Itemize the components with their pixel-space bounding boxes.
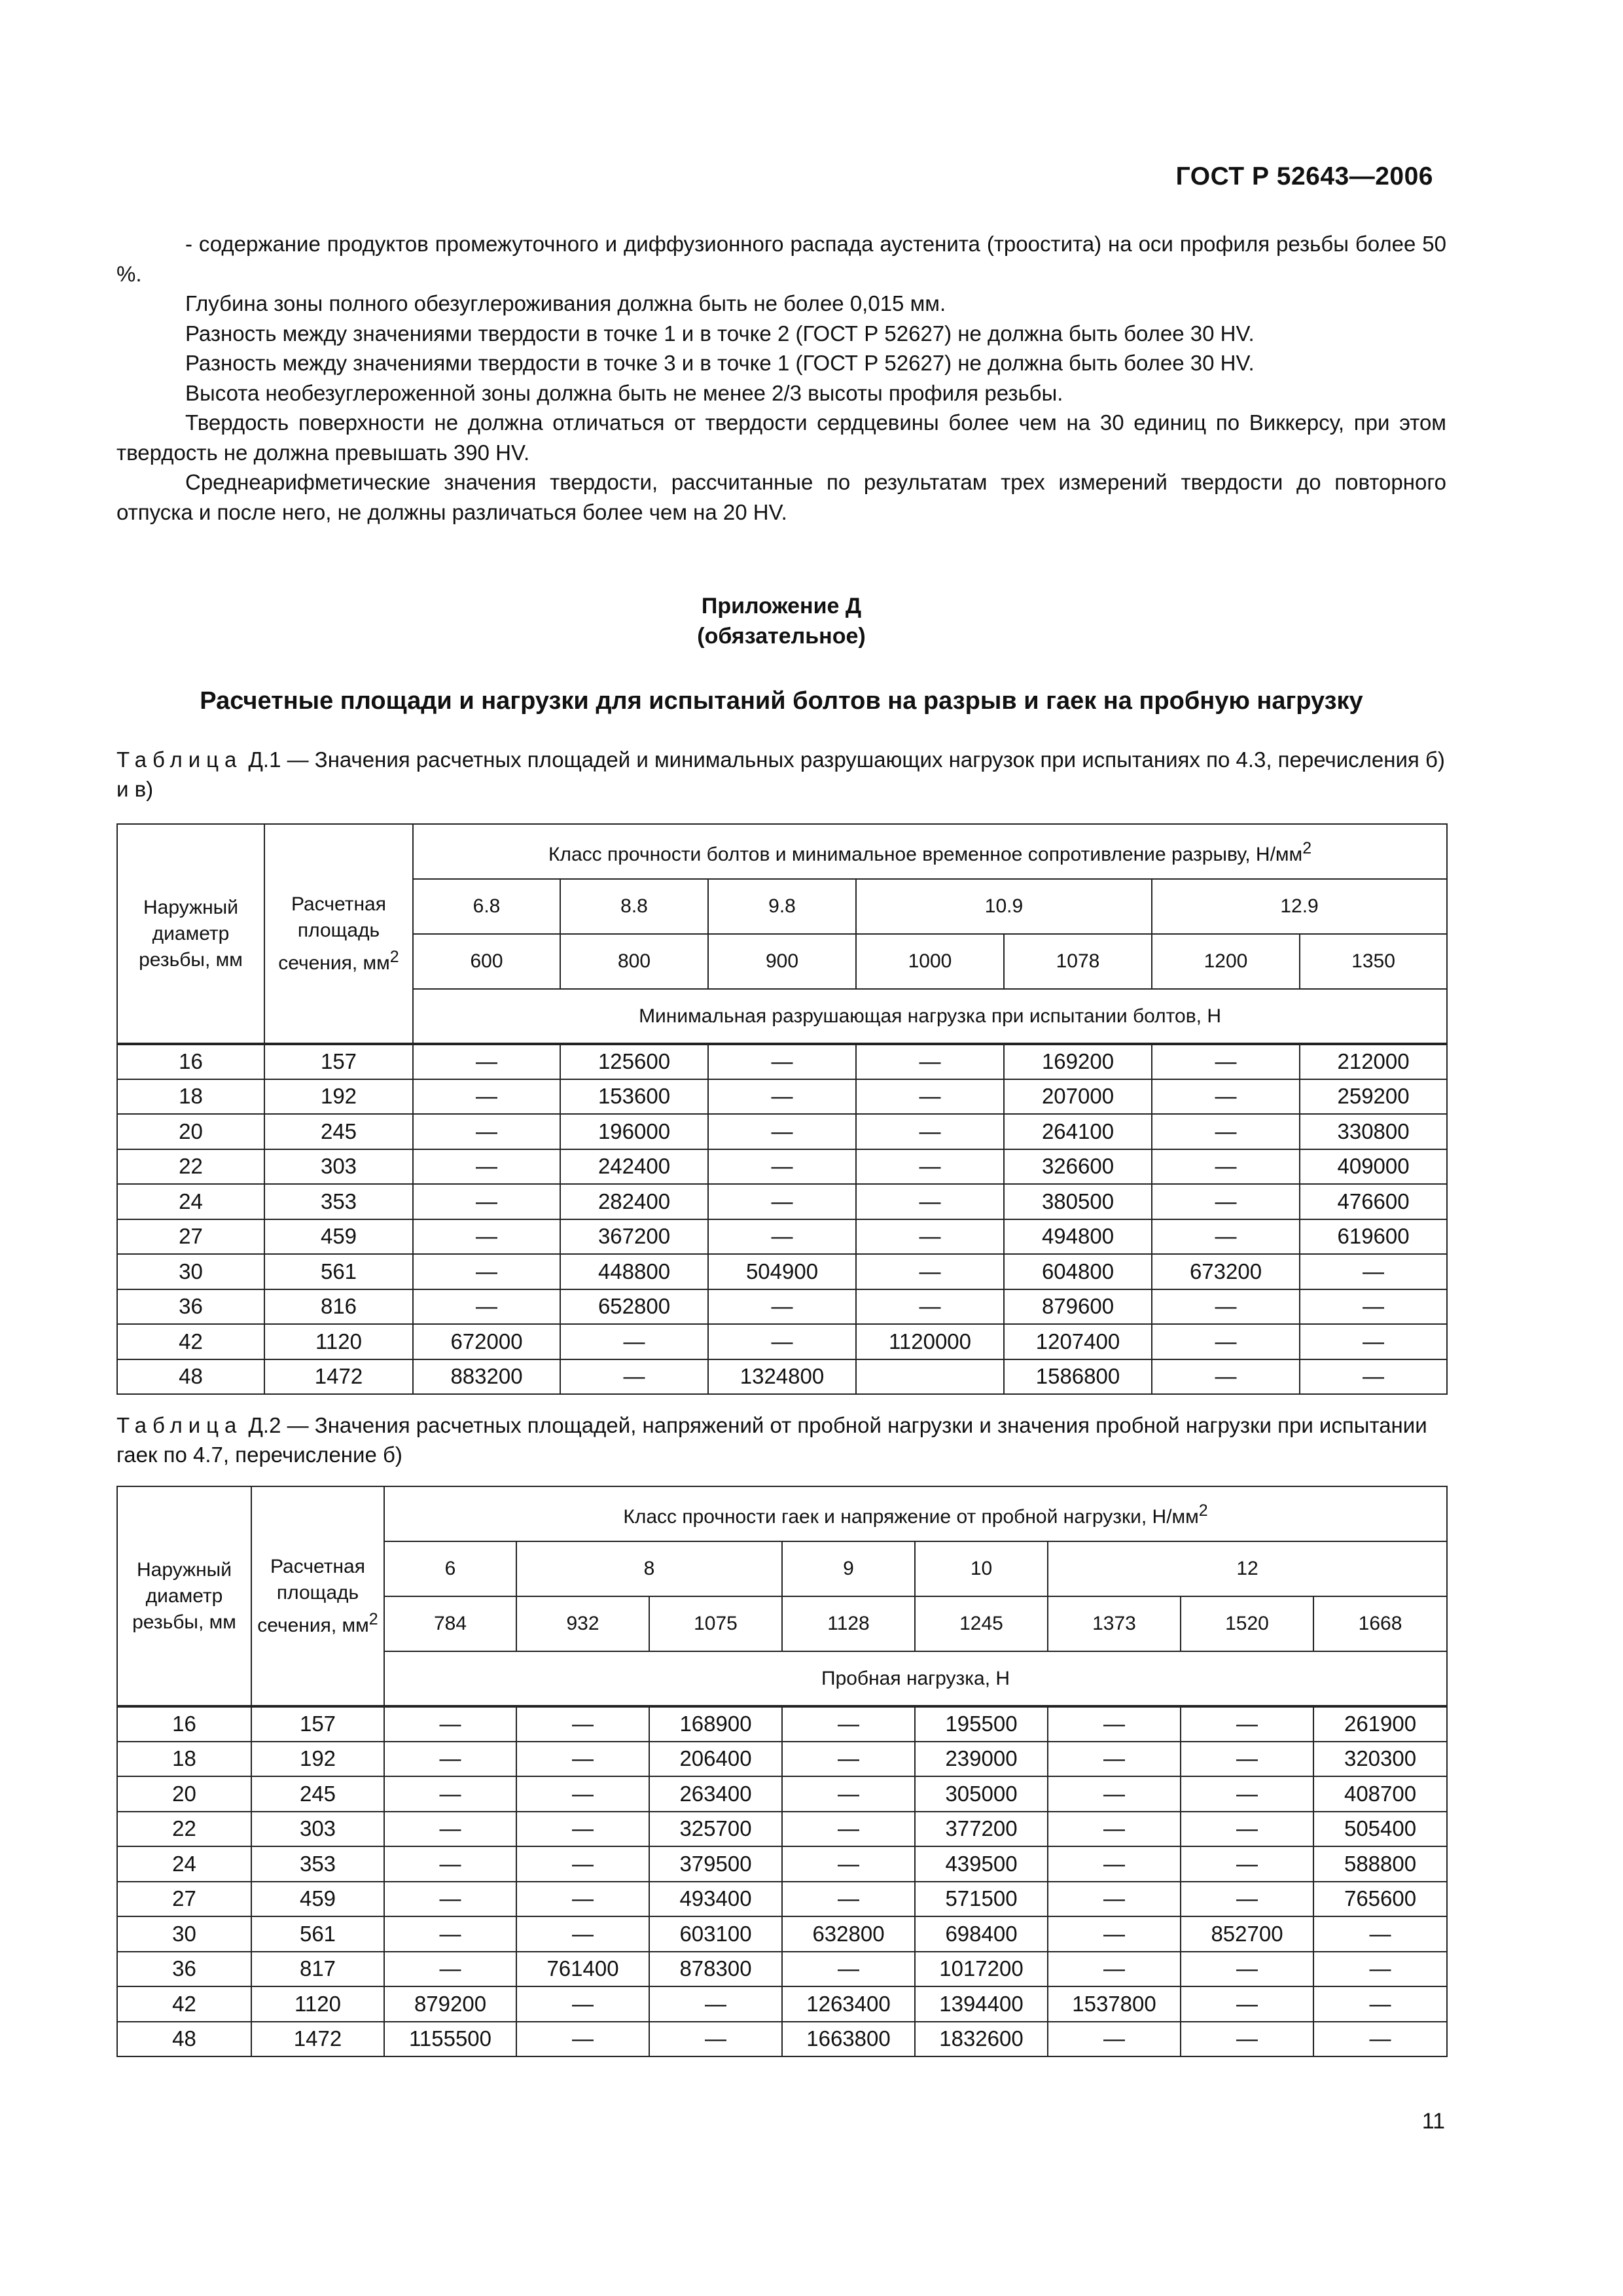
table-row <box>117 1184 1447 1219</box>
table-cell: 261900 <box>1313 1706 1447 1742</box>
table-cell: — <box>1152 1149 1300 1185</box>
table-cell: 125600 <box>560 1044 708 1079</box>
table-cell: 817 <box>251 1952 384 1987</box>
table-cell: 326600 <box>1004 1149 1152 1185</box>
table-cell: — <box>384 1742 516 1777</box>
table-cell: 206400 <box>649 1742 782 1777</box>
paragraph: Разность между значениями твердости в точке 1 и в точке 2 (ГОСТ Р 52627) не должна быть более 30 HV. <box>185 321 1255 346</box>
table-cell: — <box>516 1706 649 1742</box>
table-cell: 561 <box>251 1916 384 1952</box>
table-row <box>117 1916 1447 1952</box>
table-cell: 239000 <box>915 1742 1048 1777</box>
table-cell: — <box>1048 1846 1181 1882</box>
table-row <box>117 1706 1447 1742</box>
table-cell: — <box>516 1846 649 1882</box>
table-cell: 408700 <box>1313 1776 1447 1812</box>
table-cell: 409000 <box>1300 1149 1447 1185</box>
table-row <box>117 1742 1447 1777</box>
stress-cell: 1373 <box>1048 1596 1181 1651</box>
table-cell: 36 <box>117 1289 264 1325</box>
table-cell: — <box>856 1149 1004 1185</box>
table-cell: 192 <box>264 1079 413 1115</box>
table-cell: 18 <box>117 1742 251 1777</box>
strength-cell: 1350 <box>1300 934 1447 989</box>
stress-cell: 1520 <box>1181 1596 1313 1651</box>
table-row <box>117 1254 1447 1289</box>
table-cell: 852700 <box>1181 1916 1313 1952</box>
table-cell: — <box>1152 1324 1300 1359</box>
paragraph: Высота необезуглероженной зоны должна быть не менее 2/3 высоты профиля резьбы. <box>185 380 1063 405</box>
table-cell: — <box>1048 1916 1181 1952</box>
table-cell: — <box>384 1706 516 1742</box>
table-cell: — <box>516 1916 649 1952</box>
table-cell: 24 <box>117 1184 264 1219</box>
table-cell: 192 <box>251 1742 384 1777</box>
table-cell: — <box>856 1114 1004 1149</box>
table-cell: 1120 <box>251 1986 384 2022</box>
table-cell: — <box>413 1289 560 1325</box>
group-header: Класс прочности болтов и минимальное временное сопротивление разрыву, $Н/мм^2$ <box>413 824 1447 879</box>
annex-heading <box>116 591 1446 651</box>
table-cell: — <box>516 1882 649 1917</box>
table-cell: — <box>708 1289 856 1325</box>
table-cell: 632800 <box>782 1916 915 1952</box>
table-cell: 353 <box>251 1846 384 1882</box>
table-cell: — <box>413 1184 560 1219</box>
table-cell: 48 <box>117 2022 251 2057</box>
table-cell: 27 <box>117 1219 264 1255</box>
table-cell: — <box>649 1986 782 2022</box>
table-cell: 603100 <box>649 1916 782 1952</box>
table-cell: — <box>516 1986 649 2022</box>
table-cell: — <box>856 1044 1004 1079</box>
col-header-area: Расчетная площадь сечения, $мм^2$ <box>264 824 413 1044</box>
table-cell: 157 <box>251 1706 384 1742</box>
table-row <box>117 1219 1447 1255</box>
paragraph: Глубина зоны полного обезуглероживания должна быть не более 0,015 мм. <box>185 291 946 315</box>
table-row <box>117 1289 1447 1325</box>
table1-caption <box>116 745 1446 804</box>
table-cell: — <box>1152 1044 1300 1079</box>
table-row <box>117 1044 1447 1079</box>
table-cell: 42 <box>117 1986 251 2022</box>
table-cell: 245 <box>264 1114 413 1149</box>
table-cell: 883200 <box>413 1359 560 1395</box>
table-cell: — <box>384 1952 516 1987</box>
table-cell: 1394400 <box>915 1986 1048 2022</box>
table-cell: — <box>560 1359 708 1395</box>
table-cell: — <box>384 1882 516 1917</box>
table-cell: 16 <box>117 1044 264 1079</box>
table-cell: 18 <box>117 1079 264 1115</box>
annex-status: (обязательное) <box>697 624 866 649</box>
table-cell: 448800 <box>560 1254 708 1289</box>
table-row <box>117 1812 1447 1847</box>
table-cell: 264100 <box>1004 1114 1152 1149</box>
table-cell: — <box>782 1776 915 1812</box>
table-cell: 22 <box>117 1149 264 1185</box>
table-row <box>117 1359 1447 1395</box>
strength-cell: 800 <box>560 934 708 989</box>
table-cell: 761400 <box>516 1952 649 1987</box>
table-cell: — <box>413 1044 560 1079</box>
class-cell: 9 <box>782 1541 915 1596</box>
table-cell: — <box>1152 1114 1300 1149</box>
annex-title: Расчетные площади и нагрузки для испытаний болтов на разрыв и гаек на пробную нагрузку <box>200 687 1363 715</box>
table-cell: 30 <box>117 1254 264 1289</box>
class-cell: 12 <box>1048 1541 1447 1596</box>
table-cell: — <box>856 1079 1004 1115</box>
table-cell: 207000 <box>1004 1079 1152 1115</box>
table-cell: — <box>516 2022 649 2057</box>
table-cell: — <box>708 1114 856 1149</box>
strength-cell: 900 <box>708 934 856 989</box>
caption-word: Таблица <box>116 747 243 772</box>
strength-cell: 1200 <box>1152 934 1300 989</box>
table-cell: 1472 <box>251 2022 384 2057</box>
table-row <box>117 1882 1447 1917</box>
table-cell: — <box>708 1079 856 1115</box>
table-cell: 505400 <box>1313 1812 1447 1847</box>
annex-label: Приложение Д <box>701 594 862 619</box>
table-cell: — <box>782 1706 915 1742</box>
table-cell: 1537800 <box>1048 1986 1181 2022</box>
strength-cell: 1078 <box>1004 934 1152 989</box>
class-cell: 9.8 <box>708 879 856 934</box>
stress-cell: 932 <box>516 1596 649 1651</box>
table-cell: 22 <box>117 1812 251 1847</box>
table-cell: 377200 <box>915 1812 1048 1847</box>
table-row <box>117 1079 1447 1115</box>
table-cell: 459 <box>264 1219 413 1255</box>
paragraph: - содержание продуктов промежуточного и диффузионного распада аустенита (троостита) на оси профиля резьбы более 50 %. <box>116 232 1446 286</box>
table-cell: 20 <box>117 1776 251 1812</box>
table-cell: — <box>1181 1986 1313 2022</box>
intro-text <box>116 229 1446 527</box>
col-header-area: Расчетная площадь сечения, $мм^2$ <box>251 1486 384 1706</box>
table-row <box>117 1846 1447 1882</box>
table-row <box>117 2022 1447 2057</box>
table-cell: 282400 <box>560 1184 708 1219</box>
table-cell: — <box>1048 1882 1181 1917</box>
table-cell: — <box>649 2022 782 2057</box>
load-header: Пробная нагрузка, Н <box>384 1651 1447 1706</box>
table-cell: — <box>516 1742 649 1777</box>
table-cell: 1155500 <box>384 2022 516 2057</box>
table-cell: 245 <box>251 1776 384 1812</box>
table-cell: 42 <box>117 1324 264 1359</box>
table-cell: — <box>1048 1776 1181 1812</box>
table-cell: — <box>384 1776 516 1812</box>
paragraph: Среднеарифметические значения твердости, рассчитанные по результатам трех измерений твердости до повторного отпуска и после него, не должны различаться более чем на 20 HV. <box>116 470 1446 524</box>
table-cell: 330800 <box>1300 1114 1447 1149</box>
page-number: 11 <box>1421 2109 1445 2134</box>
table-cell: — <box>1181 1882 1313 1917</box>
table-row <box>117 1114 1447 1149</box>
table-cell: — <box>708 1149 856 1185</box>
table-cell: 169200 <box>1004 1044 1152 1079</box>
table-cell: 1324800 <box>708 1359 856 1395</box>
stress-cell: 1075 <box>649 1596 782 1651</box>
table-cell: 168900 <box>649 1706 782 1742</box>
table-cell: 380500 <box>1004 1184 1152 1219</box>
table-cell: — <box>516 1776 649 1812</box>
table2-caption <box>116 1410 1446 1469</box>
table-row <box>117 1986 1447 2022</box>
table-cell: — <box>1313 1952 1447 1987</box>
caption-word: Таблица <box>116 1413 243 1437</box>
table-cell: — <box>1152 1079 1300 1115</box>
table-cell: — <box>856 1289 1004 1325</box>
table-cell: 672000 <box>413 1324 560 1359</box>
table-cell: — <box>1181 1812 1313 1847</box>
table-cell: 325700 <box>649 1812 782 1847</box>
table-cell: 1586800 <box>1004 1359 1152 1395</box>
table-cell: — <box>708 1324 856 1359</box>
table-cell: 379500 <box>649 1846 782 1882</box>
table-cell: 153600 <box>560 1079 708 1115</box>
class-cell: 6.8 <box>413 879 560 934</box>
table-cell: — <box>782 1742 915 1777</box>
table-cell: — <box>516 1812 649 1847</box>
table-row <box>117 1776 1447 1812</box>
paragraph: Твердость поверхности не должна отличаться от твердости сердцевины более чем на 30 единиц по Виккерсу, при этом твердость не должна превышать 390 HV. <box>116 410 1446 465</box>
table-cell: 494800 <box>1004 1219 1152 1255</box>
table-cell: 1017200 <box>915 1952 1048 1987</box>
table-cell: 16 <box>117 1706 251 1742</box>
table-d1 <box>116 823 1448 1395</box>
table-cell: 816 <box>264 1289 413 1325</box>
table-body <box>117 1044 1447 1394</box>
table-cell: 459 <box>251 1882 384 1917</box>
table-cell: 1663800 <box>782 2022 915 2057</box>
table-cell: 1472 <box>264 1359 413 1395</box>
caption-text: Д.2 — Значения расчетных площадей, напряжений от пробной нагрузки и значения пробной нагрузки при испытании гаек по 4.7, перечисление б) <box>116 1413 1427 1467</box>
table-cell: — <box>856 1254 1004 1289</box>
table-cell: — <box>782 1882 915 1917</box>
strength-cell: 1000 <box>856 934 1004 989</box>
stress-cell: 784 <box>384 1596 516 1651</box>
table-cell: 1832600 <box>915 2022 1048 2057</box>
table-cell: 1263400 <box>782 1986 915 2022</box>
table-cell: — <box>413 1114 560 1149</box>
table-cell: — <box>1181 1846 1313 1882</box>
table-cell: — <box>856 1184 1004 1219</box>
table-cell: 27 <box>117 1882 251 1917</box>
table-cell: 698400 <box>915 1916 1048 1952</box>
table-cell: — <box>1313 1986 1447 2022</box>
table-cell: 561 <box>264 1254 413 1289</box>
table-cell: 196000 <box>560 1114 708 1149</box>
table-cell: 571500 <box>915 1882 1048 1917</box>
table-cell: — <box>1152 1219 1300 1255</box>
table-cell: — <box>384 1812 516 1847</box>
table-cell: 212000 <box>1300 1044 1447 1079</box>
standard-number: ГОСТ Р 52643—2006 <box>1175 162 1433 190</box>
table-cell: — <box>708 1044 856 1079</box>
table-cell: 1207400 <box>1004 1324 1152 1359</box>
table-row <box>117 1324 1447 1359</box>
class-cell: 8.8 <box>560 879 708 934</box>
table-cell: 305000 <box>915 1776 1048 1812</box>
class-cell: 8 <box>516 1541 782 1596</box>
table-cell: 263400 <box>649 1776 782 1812</box>
table-cell: — <box>1300 1289 1447 1325</box>
table-cell: 157 <box>264 1044 413 1079</box>
class-cell: 6 <box>384 1541 516 1596</box>
class-cell: 12.9 <box>1152 879 1447 934</box>
table-cell: — <box>413 1219 560 1255</box>
table-cell: — <box>1152 1184 1300 1219</box>
table-cell: 504900 <box>708 1254 856 1289</box>
table-cell: 195500 <box>915 1706 1048 1742</box>
table-cell: 604800 <box>1004 1254 1152 1289</box>
table-cell: — <box>782 1846 915 1882</box>
table-cell: 1120000 <box>856 1324 1004 1359</box>
table-cell: 652800 <box>560 1289 708 1325</box>
table-cell: — <box>1048 2022 1181 2057</box>
table-cell: 242400 <box>560 1149 708 1185</box>
table-cell: — <box>413 1149 560 1185</box>
table-cell: — <box>1181 1742 1313 1777</box>
table-cell: — <box>384 1916 516 1952</box>
table-cell: 320300 <box>1313 1742 1447 1777</box>
table-cell: 20 <box>117 1114 264 1149</box>
table-cell: — <box>1181 1952 1313 1987</box>
table-cell: 259200 <box>1300 1079 1447 1115</box>
table-cell: 879600 <box>1004 1289 1152 1325</box>
table-cell: — <box>782 1952 915 1987</box>
table-cell: — <box>856 1219 1004 1255</box>
table-cell: 48 <box>117 1359 264 1395</box>
caption-text: Д.1 — Значения расчетных площадей и минимальных разрушающих нагрузок при испытаниях по 4.3, перечисления б) и в) <box>116 747 1445 801</box>
col-header-diameter: Наружный диаметр резьбы, мм <box>117 1486 251 1706</box>
table-cell: 24 <box>117 1846 251 1882</box>
table-row <box>117 1952 1447 1987</box>
table-cell: 36 <box>117 1952 251 1987</box>
table-cell: — <box>413 1079 560 1115</box>
table-cell: 30 <box>117 1916 251 1952</box>
table-cell: — <box>708 1219 856 1255</box>
class-cell: 10.9 <box>856 879 1152 934</box>
class-cell: 10 <box>915 1541 1048 1596</box>
strength-cell: 600 <box>413 934 560 989</box>
table-cell: — <box>1048 1706 1181 1742</box>
table-cell: — <box>1181 1776 1313 1812</box>
table-cell: — <box>413 1254 560 1289</box>
table-cell: — <box>1181 1706 1313 1742</box>
stress-cell: 1245 <box>915 1596 1048 1651</box>
table-cell: 493400 <box>649 1882 782 1917</box>
table-row <box>117 1149 1447 1185</box>
load-header: Минимальная разрушающая нагрузка при испытании болтов, Н <box>413 989 1447 1044</box>
table-cell: 1120 <box>264 1324 413 1359</box>
table-cell: 619600 <box>1300 1219 1447 1255</box>
table-cell <box>856 1359 1004 1395</box>
table-cell: — <box>782 1812 915 1847</box>
table-cell: 303 <box>251 1812 384 1847</box>
table-cell: — <box>1048 1952 1181 1987</box>
table-cell: — <box>1300 1254 1447 1289</box>
paragraph: Разность между значениями твердости в точке 3 и в точке 1 (ГОСТ Р 52627) не должна быть более 30 HV. <box>185 351 1255 375</box>
stress-cell: 1668 <box>1313 1596 1447 1651</box>
table-d2 <box>116 1486 1448 2057</box>
table-cell: — <box>708 1184 856 1219</box>
table-cell: 673200 <box>1152 1254 1300 1289</box>
table-cell: — <box>1313 2022 1447 2057</box>
table-cell: — <box>1152 1359 1300 1395</box>
table-cell: — <box>1300 1359 1447 1395</box>
table-cell: 476600 <box>1300 1184 1447 1219</box>
table-cell: — <box>1152 1289 1300 1325</box>
table-cell: — <box>1181 2022 1313 2057</box>
table-cell: 765600 <box>1313 1882 1447 1917</box>
table-cell: 367200 <box>560 1219 708 1255</box>
table-cell: — <box>1048 1812 1181 1847</box>
table-cell: — <box>384 1846 516 1882</box>
table-cell: 439500 <box>915 1846 1048 1882</box>
table-body <box>117 1706 1447 2056</box>
table-cell: 353 <box>264 1184 413 1219</box>
table-cell: — <box>1313 1916 1447 1952</box>
table-cell: — <box>1048 1742 1181 1777</box>
stress-cell: 1128 <box>782 1596 915 1651</box>
table-cell: 878300 <box>649 1952 782 1987</box>
table-cell: — <box>560 1324 708 1359</box>
table-cell: — <box>1300 1324 1447 1359</box>
table-cell: 879200 <box>384 1986 516 2022</box>
group-header: Класс прочности гаек и напряжение от пробной нагрузки, $Н/мм^2$ <box>384 1486 1447 1541</box>
table-cell: 588800 <box>1313 1846 1447 1882</box>
table-cell: 303 <box>264 1149 413 1185</box>
col-header-diameter: Наружный диаметр резьбы, мм <box>117 824 264 1044</box>
